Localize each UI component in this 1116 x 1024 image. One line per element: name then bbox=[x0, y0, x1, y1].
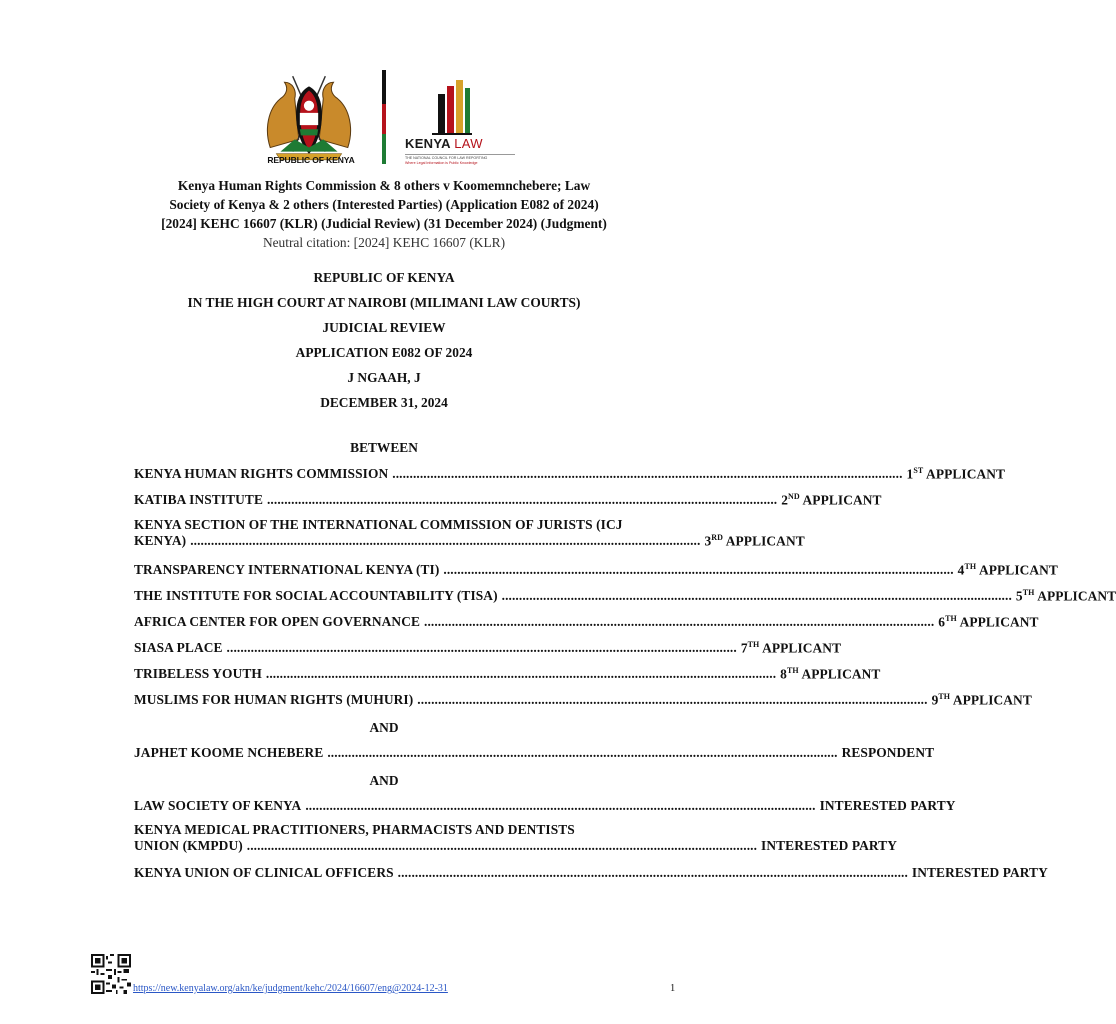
and-heading: AND bbox=[369, 720, 399, 735]
party-name: TRIBELESS YOUTH bbox=[134, 666, 262, 681]
party-role: 3RD APPLICANT bbox=[704, 533, 805, 549]
leader-dots: .................................................................................................................................................... bbox=[265, 666, 777, 681]
party-name: UNION (KMPDU) bbox=[134, 838, 243, 853]
leader-dots: .................................................................................................................................................... bbox=[327, 745, 838, 760]
case-title-line: [2024] KEHC 16607 (KLR) (Judicial Review) (31 December 2024) (Judgment) bbox=[161, 216, 607, 231]
judgment-url-link[interactable]: https://new.kenyalaw.org/akn/ke/judgment/kehc/2024/16607/eng@2024-12-31 bbox=[133, 983, 448, 994]
judge-heading: J NGAAH, J bbox=[347, 370, 421, 385]
leader-dots: .................................................................................................................................................... bbox=[246, 838, 758, 853]
party-role: INTERESTED PARTY bbox=[819, 798, 956, 813]
party-row-interested bbox=[134, 822, 897, 854]
header-logos bbox=[0, 62, 768, 170]
party-name: JAPHET KOOME NCHEBERE bbox=[134, 745, 324, 760]
leader-dots: .................................................................................................................................................... bbox=[443, 562, 954, 577]
party-role: INTERESTED PARTY bbox=[911, 865, 1048, 880]
kenya-law-logo-icon bbox=[420, 74, 480, 136]
page-number: 1 bbox=[670, 983, 676, 994]
party-name: TRANSPARENCY INTERNATIONAL KENYA (TI) bbox=[134, 562, 440, 577]
party-role: 8TH APPLICANT bbox=[780, 666, 881, 682]
party-name-line1: KENYA MEDICAL PRACTITIONERS, PHARMACISTS AND DENTISTS bbox=[134, 822, 575, 837]
party-row-applicant bbox=[134, 588, 1116, 604]
case-title-line: Society of Kenya & 2 others (Interested Parties) (Application E082 of 2024) bbox=[169, 197, 599, 212]
party-name: AFRICA CENTER FOR OPEN GOVERNANCE bbox=[134, 614, 421, 629]
brand-name-a: KENYA bbox=[405, 136, 451, 151]
leader-dots: .................................................................................................................................................... bbox=[305, 798, 816, 813]
party-name: KENYA HUMAN RIGHTS COMMISSION bbox=[134, 466, 389, 481]
date-heading: DECEMBER 31, 2024 bbox=[320, 395, 448, 410]
party-role: INTERESTED PARTY bbox=[761, 838, 897, 853]
qr-code-icon[interactable] bbox=[91, 954, 131, 994]
party-name: KENYA UNION OF CLINICAL OFFICERS bbox=[134, 865, 394, 880]
party-role: 7TH APPLICANT bbox=[740, 640, 842, 656]
kenya-law-subtitle bbox=[405, 154, 515, 166]
party-role: RESPONDENT bbox=[841, 745, 935, 760]
party-role: 5TH APPLICANT bbox=[1015, 588, 1116, 604]
flag-color-bar bbox=[382, 70, 386, 164]
party-row-applicant bbox=[134, 692, 1032, 708]
neutral-citation: Neutral citation: [2024] KEHC 16607 (KLR) bbox=[262, 235, 506, 250]
coat-caption: REPUBLIC OF KENYA bbox=[267, 155, 355, 165]
application-heading: APPLICATION E082 OF 2024 bbox=[295, 345, 473, 360]
party-name: KATIBA INSTITUTE bbox=[134, 492, 263, 507]
republic-heading: REPUBLIC OF KENYA bbox=[313, 270, 455, 285]
party-row-applicant bbox=[134, 492, 882, 508]
leader-dots: .................................................................................................................................................... bbox=[266, 492, 778, 507]
leader-dots: .................................................................................................................................................... bbox=[501, 588, 1012, 603]
between-heading: BETWEEN bbox=[350, 440, 418, 455]
party-name: THE INSTITUTE FOR SOCIAL ACCOUNTABILITY (TISA) bbox=[134, 588, 498, 603]
party-row-applicant bbox=[134, 562, 1058, 578]
court-heading: IN THE HIGH COURT AT NAIROBI (MILIMANI LAW COURTS) bbox=[187, 295, 581, 310]
party-role: 9TH APPLICANT bbox=[931, 692, 1032, 708]
party-row-applicant bbox=[134, 614, 1039, 630]
party-name: LAW SOCIETY OF KENYA bbox=[134, 798, 302, 813]
party-name: MUSLIMS FOR HUMAN RIGHTS (MUHURI) bbox=[134, 692, 414, 707]
brand-sub: THE NATIONAL COUNCIL FOR LAW REPORTING bbox=[405, 156, 488, 160]
party-role: 2ND APPLICANT bbox=[781, 492, 882, 508]
leader-dots: .................................................................................................................................................... bbox=[226, 640, 737, 655]
party-name: KENYA) bbox=[134, 533, 187, 548]
party-row-interested bbox=[134, 798, 956, 814]
party-row-interested bbox=[134, 865, 1048, 881]
leader-dots: .................................................................................................................................................... bbox=[392, 466, 903, 481]
party-name-line1: KENYA SECTION OF THE INTERNATIONAL COMMISSION OF JURISTS (ICJ bbox=[134, 517, 623, 532]
party-row-applicant bbox=[134, 666, 881, 682]
case-title-line: Kenya Human Rights Commission & 8 others v Koomemnchebere; Law bbox=[177, 178, 591, 193]
party-row-applicant bbox=[134, 517, 805, 549]
division-heading: JUDICIAL REVIEW bbox=[322, 320, 446, 335]
party-role: 4TH APPLICANT bbox=[957, 562, 1058, 578]
brand-tagline: Where Legal Information is Public Knowledge bbox=[405, 161, 478, 165]
party-row-applicant bbox=[134, 466, 1006, 482]
and-heading: AND bbox=[369, 773, 399, 788]
leader-dots: .................................................................................................................................................... bbox=[190, 533, 701, 548]
party-role: 6TH APPLICANT bbox=[938, 614, 1039, 630]
party-name: SIASA PLACE bbox=[134, 640, 223, 655]
leader-dots: .................................................................................................................................................... bbox=[424, 614, 935, 629]
brand-name-b: LAW bbox=[454, 136, 483, 151]
party-row-applicant bbox=[134, 640, 842, 656]
case-title bbox=[130, 176, 638, 233]
party-role: 1ST APPLICANT bbox=[906, 466, 1006, 482]
leader-dots: .................................................................................................................................................... bbox=[417, 692, 928, 707]
party-row-respondent bbox=[134, 745, 935, 761]
kenya-law-wordmark bbox=[405, 136, 483, 151]
leader-dots: .................................................................................................................................................... bbox=[397, 865, 908, 880]
